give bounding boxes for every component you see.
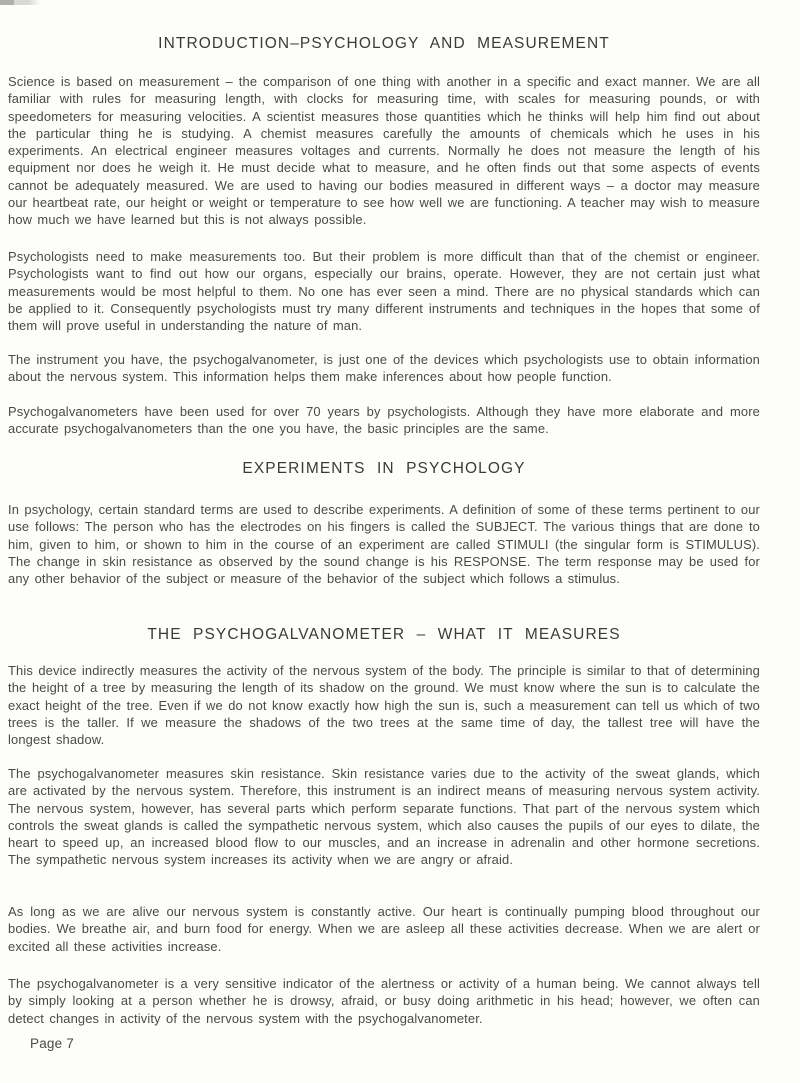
paragraph-instrument-you-have: The instrument you have, the psychogalvanometer, is just one of the devices which psychologists use to obtain information about the nervous system. This information helps them make inferences about how people function.: [8, 352, 760, 385]
section-heading-experiments: EXPERIMENTS IN PSYCHOLOGY: [242, 460, 526, 477]
paragraph-seventy-years: Psychogalvanometers have been used for over 70 years by psychologists. Although they have more elaborate and more accurate psychogalvanometers than the one you have, the basic principles are the same.: [8, 404, 760, 437]
section-heading-introduction: INTRODUCTION–PSYCHOLOGY AND MEASUREMENT: [158, 35, 610, 52]
paragraph-sensitive-indicator: The psychogalvanometer is a very sensitive indicator of the alertness or activity of a human being. We cannot always tell by simply looking at a person whether he is drowsy, afraid, or busy doing arithmetic in his head; however, we often can detect changes in activity of the nervous system with the psychogalvanometer.: [8, 976, 760, 1026]
paragraph-nervous-system-active: As long as we are alive our nervous system is constantly active. Our heart is continually pumping blood throughout our bodies. We breathe air, and burn food for energy. When we are asleep all these activities decrease. When we are alert or excited all these activities increase.: [8, 904, 760, 954]
section-heading-what-it-measures: THE PSYCHOGALVANOMETER – WHAT IT MEASURES: [147, 626, 621, 643]
paragraph-standard-terms: In psychology, certain standard terms are used to describe experiments. A definition of some of these terms pertinent to our use follows: The person who has the electrodes on his fingers is called the SUBJECT. The various things that are done to him, given to him, or shown to him in the course of an experiment are called STIMULI (the singular form is STIMULUS). The change in skin resistance as observed by the sound change is his RESPONSE. The term response may be used for any other behavior of the subject or measure of the behavior of the subject which follows a stimulus.: [8, 502, 760, 587]
paragraph-tree-shadow-analogy: This device indirectly measures the activity of the nervous system of the body. The principle is similar to that of determining the height of a tree by measuring the length of its shadow on the ground. We must know where the sun is to calculate the exact height of the tree. Even if we do not know exactly how high the sun is, such a measurement can tell us which of two trees is the taller. If we measure the shadows of the two trees at the same time of day, the tallest tree will have the longest shadow.: [8, 663, 760, 748]
paragraph-psychologists-measurements: Psychologists need to make measurements too. But their problem is more difficult than that of the chemist or engineer. Psychologists want to find out how our organs, especially our brains, operate. However, they are not certain just what measurements would be most helpful to them. No one has ever seen a mind. There are no physical standards which can be applied to it. Consequently psychologists must try many different instruments and techniques in the hopes that some of them will prove useful in understanding the nature of man.: [8, 249, 760, 334]
paragraph-skin-resistance: The psychogalvanometer measures skin resistance. Skin resistance varies due to the activity of the sweat glands, which are activated by the nervous system. Therefore, this instrument is an indirect means of measuring nervous system activity. The nervous system, however, has several parts which perform separate functions. That part of the nervous system which controls the sweat glands is called the sympathetic nervous system, which also causes the pupils of our eyes to dilate, the heart to speed up, an increased blood flow to our muscles, and an increase in adrenalin and other hormone secretions. The sympathetic nervous system increases its activity when we are angry or afraid.: [8, 766, 760, 868]
paragraph-science-measurement: Science is based on measurement – the comparison of one thing with another in a specific and exact manner. We are all familiar with rules for measuring length, with clocks for measuring time, with scales for measuring pounds, or with speedometers for measuring velocities. A scientist measures those quantities which he thinks will help him find out about the particular thing he is studying. A chemist measures carefully the amounts of chemicals which he uses in his experiments. An electrical engineer measures voltages and currents. Normally he does not measure the length of his equipment nor does he weigh it. He must decide what to measure, and he often finds out that some aspects of events cannot be adequately measured. We are used to having our bodies measured in different ways – a doctor may measure our heartbeat rate, our height or weight or temperature to see how well we are functioning. A teacher may wish to measure how much we have learned but this is not always possible.: [8, 74, 760, 228]
page-number: Page 7: [30, 1036, 74, 1051]
scan-smudge-artifact: [0, 0, 40, 5]
